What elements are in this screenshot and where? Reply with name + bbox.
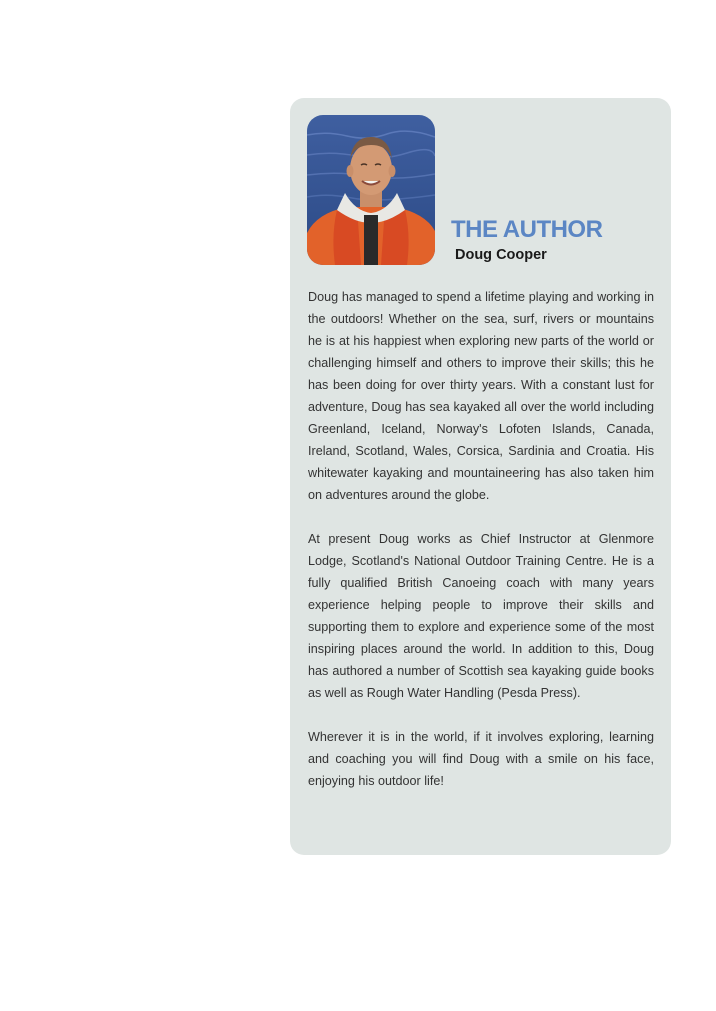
bio-paragraph: At present Doug works as Chief Instructor at Glenmore Lodge, Scotland's National Outdoor Training Centre. He is a fully qualified British Canoeing coach with many years experience helping people to improve their skills and supporting them to explore and experience some of the most inspiring places around the world. In addition to this, Doug has authored a number of Scottish sea kayaking guide books as well as Rough Water Handling (Pesda Press). xyxy=(308,532,654,700)
author-panel xyxy=(290,98,671,855)
author-biography xyxy=(308,286,654,814)
author-name: Doug Cooper xyxy=(455,247,547,263)
section-heading: THE AUTHOR xyxy=(451,216,603,243)
bio-paragraph: Doug has managed to spend a lifetime playing and working in the outdoors! Whether on the sea, surf, rivers or mountains he is at his happiest when exploring new parts of the world or challenging himself and others to improve their skills; this he has been doing for over thirty years. With a constant lust for adventure, Doug has sea kayaked all over the world including Greenland, Iceland, Norway's Lofoten Islands, Canada, Ireland, Scotland, Wales, Corsica, Sardinia and Croatia. His whitewater kayaking and mountaineering has also taken him on adventures around the globe. xyxy=(308,290,654,502)
author-photo xyxy=(307,115,435,265)
bio-paragraph: Wherever it is in the world, if it involves exploring, learning and coaching you will find Doug with a smile on his face, enjoying his outdoor life! xyxy=(308,730,654,788)
